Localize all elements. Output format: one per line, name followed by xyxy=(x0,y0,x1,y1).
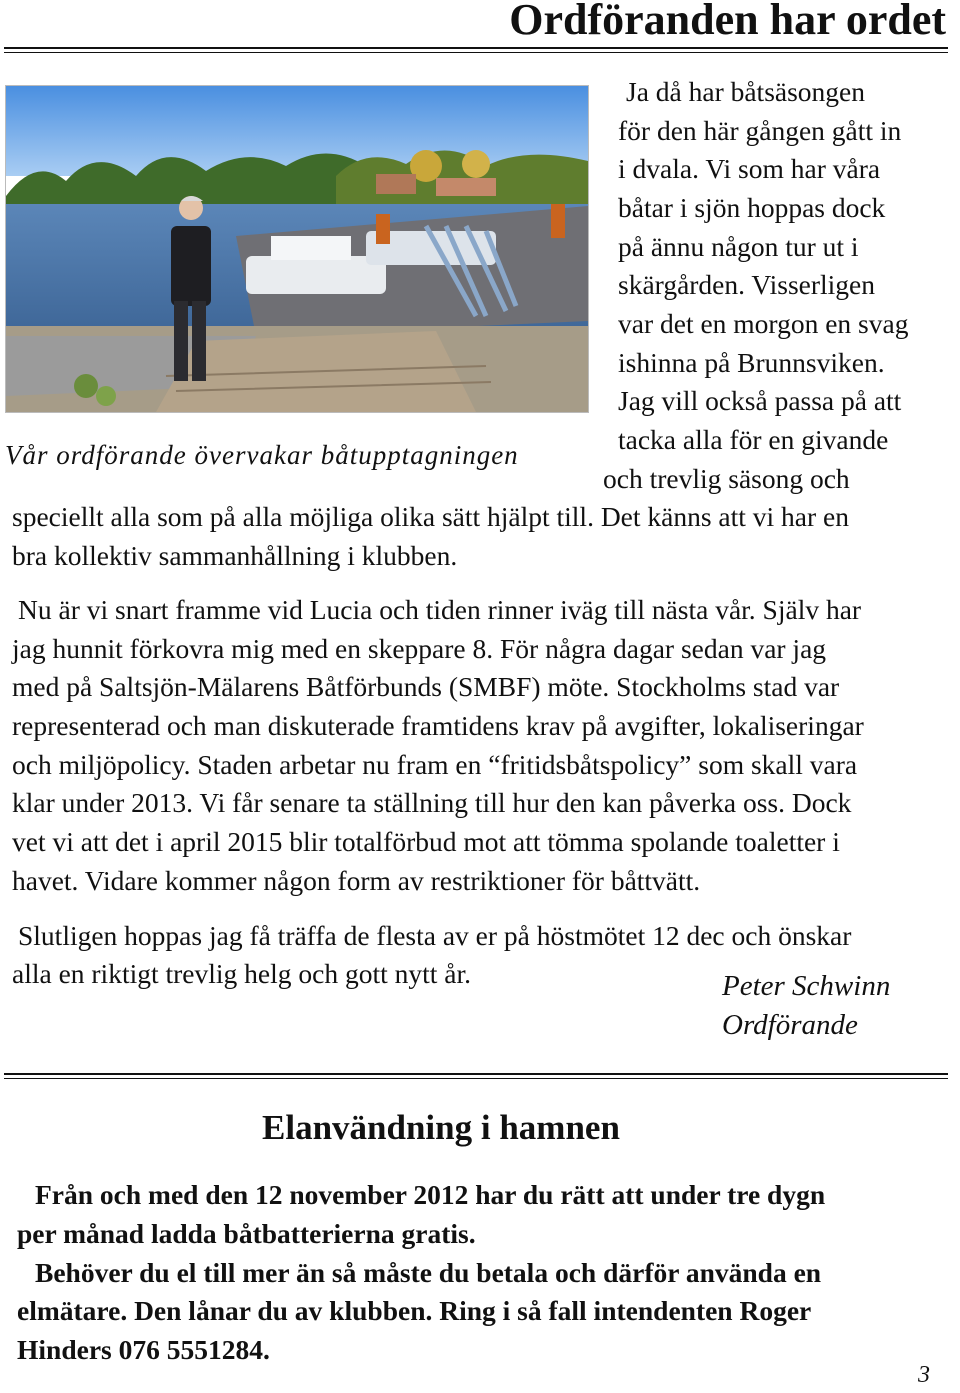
article-line: havet. Vidare kommer någon form av restriktioner för båttvätt. xyxy=(12,865,701,896)
article-line: Ja då har båtsäsongen xyxy=(626,76,866,107)
article-line: alla en riktigt trevlig helg och gott nytt år. xyxy=(12,958,471,989)
section-divider xyxy=(4,1073,948,1075)
notice-line: Hinders 076 5551284. xyxy=(17,1334,270,1365)
article-line: Nu är vi snart framme vid Lucia och tiden rinner iväg till nästa vår. Själv har xyxy=(18,594,862,625)
article-line: tacka alla för en givande xyxy=(618,424,889,455)
article-line: Jag vill också passa på att xyxy=(618,385,902,416)
signature-role: Ordförande xyxy=(722,1009,858,1041)
section-divider-thin xyxy=(4,1078,948,1079)
notice-title: Elanvändning i hamnen xyxy=(262,1108,620,1147)
page-number: 3 xyxy=(918,1362,930,1388)
article-line: bra kollektiv sammanhållning i klubben. xyxy=(12,540,458,571)
article-line: vet vi att det i april 2015 blir totalförbud mot att tömma spolande toaletter i xyxy=(12,826,840,857)
page-title: Ordföranden har ordet xyxy=(509,0,946,44)
photo-caption: Vår ordförande övervakar båtupptagningen xyxy=(5,440,519,470)
article-line: Slutligen hoppas jag få träffa de flesta av er på höstmötet 12 dec och önskar xyxy=(18,920,852,951)
article-line: representerad och man diskuterade framtidens krav på avgifter, lokaliseringar xyxy=(12,710,864,741)
article-line: speciellt alla som på alla möjliga olika sätt hjälpt till. Det känns att vi har en xyxy=(12,501,850,532)
article-line: ishinna på Brunnsviken. xyxy=(618,347,885,378)
title-underline-thin xyxy=(4,52,948,53)
article-line: och miljöpolicy. Staden arbetar nu fram en “fritidsbåtspolicy” som skall vara xyxy=(12,749,858,780)
article-line: med på Saltsjön-Mälarens Båtförbunds (SMBF) möte. Stockholms stad var xyxy=(12,671,840,702)
article-line: på ännu någon tur ut i xyxy=(618,231,859,262)
harbor-photo xyxy=(5,85,589,413)
notice-line: Från och med den 12 november 2012 har du rätt att under tre dygn xyxy=(35,1179,826,1210)
notice-line: per månad ladda båtbatterierna gratis. xyxy=(17,1218,476,1249)
article-line: jag hunnit förkovra mig med en skeppare 8. För några dagar sedan var jag xyxy=(12,633,827,664)
article-line: skärgården. Visserligen xyxy=(618,269,875,300)
article-line: i dvala. Vi som har våra xyxy=(618,153,881,184)
title-underline xyxy=(4,47,948,49)
article-line: för den här gången gått in xyxy=(618,115,902,146)
article-line: klar under 2013. Vi får senare ta ställning till hur den kan påverka oss. Dock xyxy=(12,787,852,818)
article-line: båtar i sjön hoppas dock xyxy=(618,192,886,223)
notice-line: Behöver du el till mer än så måste du betala och därför använda en xyxy=(35,1257,822,1288)
article-line: var det en morgon en svag xyxy=(618,308,909,339)
article-line: och trevlig säsong och xyxy=(603,463,850,494)
signature-name: Peter Schwinn xyxy=(722,970,891,1002)
notice-line: elmätare. Den lånar du av klubben. Ring i så fall intendenten Roger xyxy=(17,1295,812,1326)
